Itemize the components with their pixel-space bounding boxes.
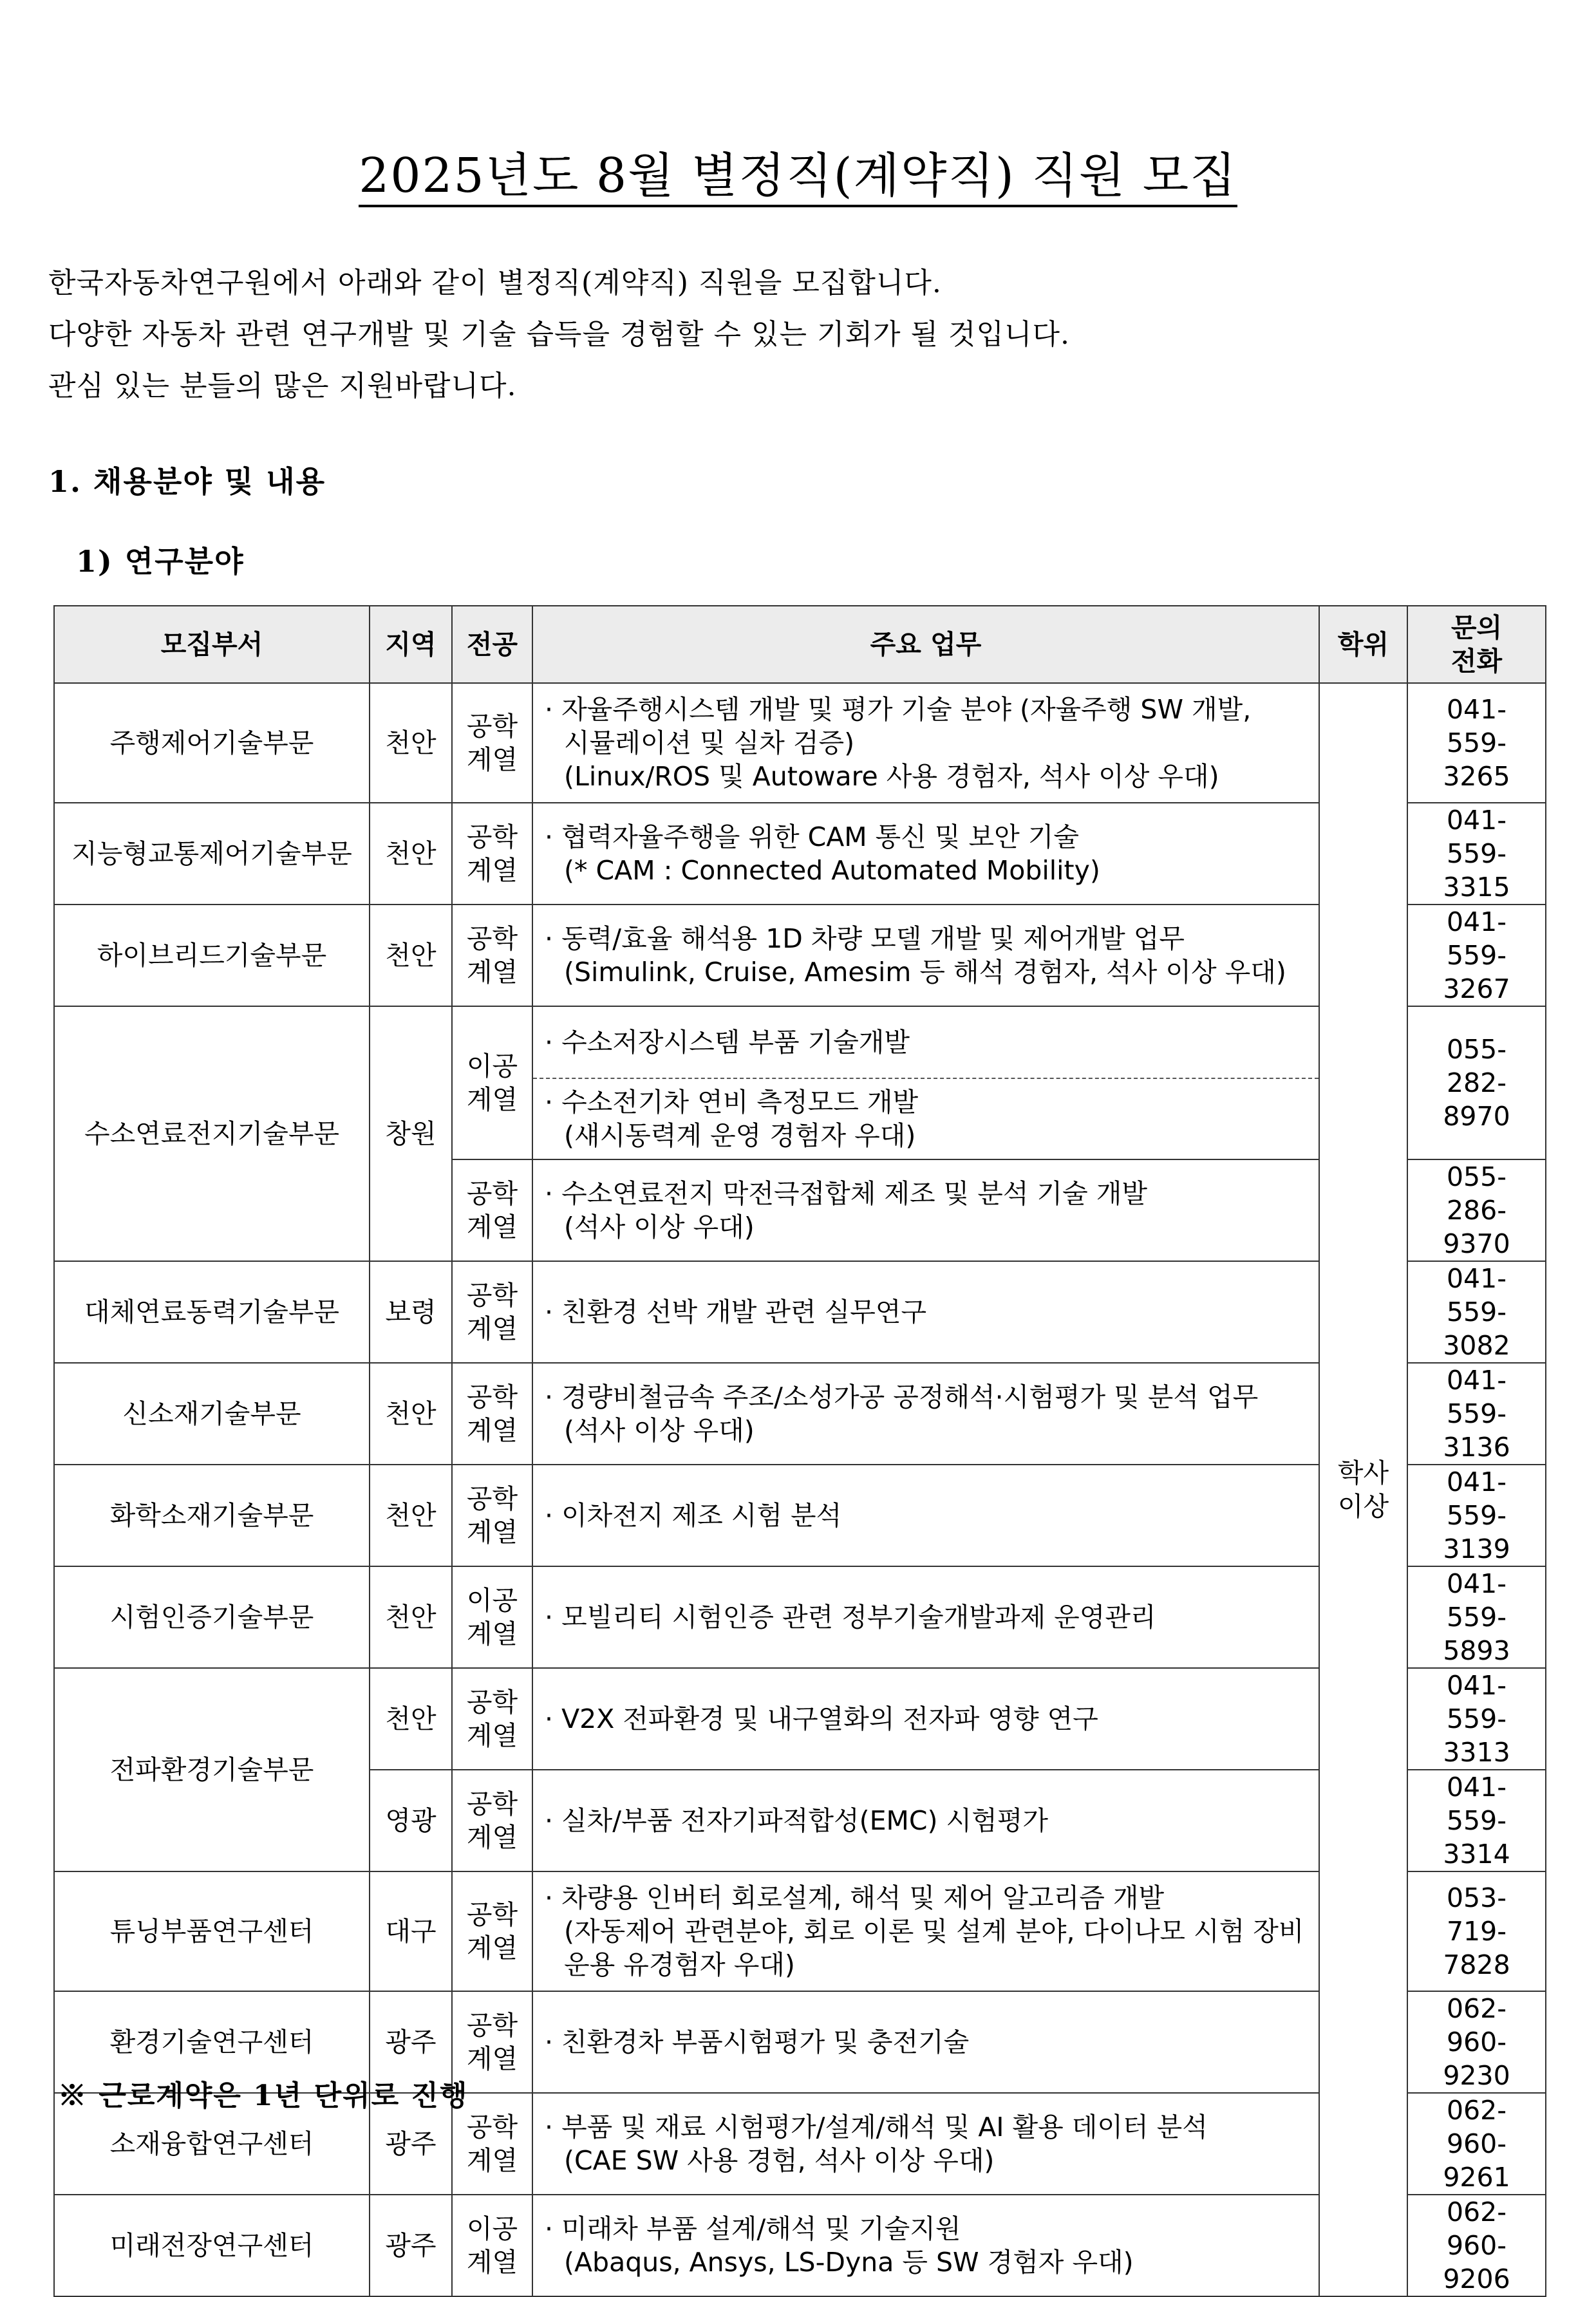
major-cell bbox=[452, 1566, 532, 1668]
major-line1: 이공 bbox=[466, 2213, 518, 2244]
header-contact-line1: 문의 bbox=[1450, 612, 1503, 643]
phone-line2: 559-3314 bbox=[1443, 1805, 1510, 1870]
task-line: · 실차/부품 전자기파적합성(EMC) 시험평가 bbox=[545, 1804, 1307, 1837]
major-cell bbox=[452, 1871, 532, 1991]
task-line: · 모빌리티 시험인증 관련 정부기술개발과제 운영관리 bbox=[545, 1600, 1307, 1634]
region-cell: 보령 bbox=[370, 1261, 452, 1363]
intro-line-3: 관심 있는 분들의 많은 지원바랍니다. bbox=[48, 370, 517, 402]
major-line1: 이공 bbox=[466, 1051, 518, 1082]
task-cell bbox=[532, 1770, 1319, 1871]
region-cell: 광주 bbox=[370, 1991, 452, 2093]
task-cell bbox=[532, 2093, 1319, 2195]
dept-cell: 신소재기술부문 bbox=[54, 1363, 370, 1465]
major-line2: 계열 bbox=[466, 1517, 518, 1548]
task-line: · 친환경 선박 개발 관련 실무연구 bbox=[545, 1295, 1307, 1329]
recruitment-table bbox=[53, 605, 1546, 2297]
major-line2: 계열 bbox=[466, 1084, 518, 1115]
dept-cell: 하이브리드기술부문 bbox=[54, 905, 370, 1006]
section-heading: 1. 채용분야 및 내용 bbox=[48, 464, 326, 499]
major-line1: 공학 bbox=[466, 821, 518, 852]
task-cell bbox=[532, 1566, 1319, 1668]
dept-cell: 시험인증기술부문 bbox=[54, 1566, 370, 1668]
phone-line2: 559-3267 bbox=[1443, 940, 1510, 1004]
task-line: (석사 이상 우대) bbox=[564, 1415, 755, 1446]
major-line1: 공학 bbox=[466, 1788, 518, 1819]
major-line2: 계열 bbox=[466, 1212, 518, 1242]
major-line2: 계열 bbox=[466, 2145, 518, 2176]
task-line: · 자율주행시스템 개발 및 평가 기술 분야 (자율주행 SW 개발, bbox=[545, 693, 1307, 726]
page-title bbox=[0, 147, 1596, 205]
task-line: · 동력/효율 해석용 1D 차량 모델 개발 및 제어개발 업무 bbox=[545, 922, 1307, 955]
header-region: 지역 bbox=[370, 606, 452, 683]
task-line: · 수소연료전지 막전극접합체 제조 및 분석 기술 개발 bbox=[545, 1177, 1307, 1210]
task-line: (Simulink, Cruise, Amesim 등 해석 경험자, 석사 이상 우대) bbox=[564, 957, 1286, 988]
page-title-text: 2025년도 8월 별정직(계약직) 직원 모집 bbox=[359, 148, 1237, 207]
region-cell: 천안 bbox=[370, 683, 452, 803]
major-cell bbox=[452, 1770, 532, 1871]
task-line: (CAE SW 사용 경험, 석사 이상 우대) bbox=[564, 2145, 995, 2176]
header-degree: 학위 bbox=[1319, 606, 1407, 683]
task-line: · 협력자율주행을 위한 CAM 통신 및 보안 기술 bbox=[545, 820, 1307, 854]
phone-line2: 559-3136 bbox=[1443, 1398, 1510, 1463]
major-cell bbox=[452, 2195, 532, 2296]
region-cell: 광주 bbox=[370, 2195, 452, 2296]
phone-cell bbox=[1407, 1261, 1546, 1363]
task-cell bbox=[532, 2195, 1319, 2296]
task-line: · 부품 및 재료 시험평가/설계/해석 및 AI 활용 데이터 분석 bbox=[545, 2110, 1307, 2144]
task-line: (자동제어 관련분야, 회로 이론 및 설계 분야, 다이나모 시험 장비 bbox=[564, 1916, 1304, 1947]
dept-cell: 대체연료동력기술부문 bbox=[54, 1261, 370, 1363]
phone-line1: 041- bbox=[1446, 1263, 1507, 1294]
phone-line1: 041- bbox=[1446, 1568, 1507, 1599]
major-line2: 계열 bbox=[466, 1313, 518, 1344]
major-line2: 계열 bbox=[466, 744, 518, 775]
phone-line1: 041- bbox=[1446, 906, 1507, 937]
degree-cell bbox=[1319, 683, 1407, 2296]
major-line2: 계열 bbox=[466, 2247, 518, 2278]
region-cell: 영광 bbox=[370, 1770, 452, 1871]
region-cell: 대구 bbox=[370, 1871, 452, 1991]
major-line1: 공학 bbox=[466, 923, 518, 954]
phone-line1: 041- bbox=[1446, 1365, 1507, 1396]
region-cell: 천안 bbox=[370, 1465, 452, 1566]
region-cell: 천안 bbox=[370, 1668, 452, 1770]
major-cell bbox=[452, 683, 532, 803]
task-line: (석사 이상 우대) bbox=[564, 1212, 755, 1242]
major-line2: 계열 bbox=[466, 1822, 518, 1853]
task-line: · 친환경차 부품시험평가 및 충전기술 bbox=[545, 2025, 1307, 2059]
dept-cell: 환경기술연구센터 bbox=[54, 1991, 370, 2093]
phone-cell bbox=[1407, 1991, 1546, 2093]
task-line: 운용 유경험자 우대) bbox=[564, 1949, 795, 1980]
major-cell bbox=[452, 1363, 532, 1465]
phone-line2: 559-3082 bbox=[1443, 1297, 1510, 1361]
intro-line-2: 다양한 자동차 관련 연구개발 및 기술 습득을 경험할 수 있는 기회가 될 것입니다. bbox=[48, 318, 1070, 351]
task-line: · 수소저장시스템 부품 기술개발 bbox=[545, 1026, 1307, 1059]
phone-line1: 062- bbox=[1446, 2095, 1507, 2126]
task-cell bbox=[532, 1261, 1319, 1363]
phone-cell bbox=[1407, 905, 1546, 1006]
task-line: · V2X 전파환경 및 내구열화의 전자파 영향 연구 bbox=[545, 1702, 1307, 1736]
phone-line1: 062- bbox=[1446, 2197, 1507, 2227]
phone-line2: 960-9230 bbox=[1443, 2027, 1510, 2091]
major-line2: 계열 bbox=[466, 1720, 518, 1751]
major-line2: 계열 bbox=[466, 1618, 518, 1649]
region-cell: 천안 bbox=[370, 1566, 452, 1668]
major-cell bbox=[452, 803, 532, 905]
dept-cell: 주행제어기술부문 bbox=[54, 683, 370, 803]
major-line1: 공학 bbox=[466, 2010, 518, 2041]
header-major: 전공 bbox=[452, 606, 532, 683]
dept-cell: 지능형교통제어기술부문 bbox=[54, 803, 370, 905]
phone-cell bbox=[1407, 1871, 1546, 1991]
task-line: (Linux/ROS 및 Autoware 사용 경험자, 석사 이상 우대) bbox=[564, 761, 1219, 792]
task-cell bbox=[532, 1871, 1319, 1991]
major-line1: 공학 bbox=[466, 1178, 518, 1209]
region-cell: 천안 bbox=[370, 803, 452, 905]
task-cell bbox=[532, 905, 1319, 1006]
phone-line2: 719-7828 bbox=[1443, 1916, 1510, 1980]
phone-line2: 960-9206 bbox=[1443, 2230, 1510, 2294]
major-line1: 공학 bbox=[466, 1483, 518, 1514]
degree-line2: 이상 bbox=[1337, 1491, 1389, 1522]
phone-line1: 041- bbox=[1446, 1467, 1507, 1497]
phone-line2: 559-5893 bbox=[1443, 1602, 1510, 1666]
phone-line1: 062- bbox=[1446, 1993, 1507, 2024]
phone-cell bbox=[1407, 803, 1546, 905]
phone-line2: 559-3313 bbox=[1443, 1703, 1510, 1768]
table-row bbox=[54, 683, 1546, 803]
task-line: (* CAM : Connected Automated Mobility) bbox=[564, 855, 1100, 886]
phone-cell bbox=[1407, 1668, 1546, 1770]
task-line: (Abaqus, Ansys, LS-Dyna 등 SW 경험자 우대) bbox=[564, 2247, 1134, 2278]
task-cell bbox=[532, 1159, 1319, 1261]
region-cell: 광주 bbox=[370, 2093, 452, 2195]
region-cell: 천안 bbox=[370, 1363, 452, 1465]
phone-line2: 286-9370 bbox=[1443, 1195, 1510, 1259]
task-cell bbox=[532, 1078, 1319, 1159]
phone-cell bbox=[1407, 683, 1546, 803]
phone-cell bbox=[1407, 1363, 1546, 1465]
phone-line2: 559-3315 bbox=[1443, 838, 1510, 903]
major-line1: 공학 bbox=[466, 1382, 518, 1412]
dept-cell: 화학소재기술부문 bbox=[54, 1465, 370, 1566]
task-line: (섀시동력계 운영 경험자 우대) bbox=[564, 1120, 916, 1151]
task-line: 시뮬레이션 및 실차 검증) bbox=[564, 727, 855, 758]
degree-line1: 학사 bbox=[1337, 1458, 1389, 1488]
table-header-row bbox=[54, 606, 1546, 683]
task-cell bbox=[532, 1006, 1319, 1078]
major-line1: 공학 bbox=[466, 1899, 518, 1930]
task-cell bbox=[532, 803, 1319, 905]
major-line1: 공학 bbox=[466, 711, 518, 742]
phone-cell bbox=[1407, 1006, 1546, 1159]
major-line2: 계열 bbox=[466, 855, 518, 886]
major-cell bbox=[452, 1465, 532, 1566]
phone-cell bbox=[1407, 1159, 1546, 1261]
major-cell bbox=[452, 1159, 532, 1261]
phone-line2: 282-8970 bbox=[1443, 1067, 1510, 1132]
phone-cell bbox=[1407, 2093, 1546, 2195]
major-line2: 계열 bbox=[466, 1933, 518, 1964]
region-cell: 천안 bbox=[370, 905, 452, 1006]
phone-line1: 055- bbox=[1446, 1161, 1507, 1192]
major-cell bbox=[452, 1006, 532, 1159]
task-cell bbox=[532, 683, 1319, 803]
major-line1: 공학 bbox=[466, 1687, 518, 1718]
phone-line2: 559-3139 bbox=[1443, 1500, 1510, 1564]
major-cell bbox=[452, 1668, 532, 1770]
major-line2: 계열 bbox=[466, 2043, 518, 2074]
major-line1: 이공 bbox=[466, 1585, 518, 1616]
task-line: · 수소전기차 연비 측정모드 개발 bbox=[545, 1085, 1307, 1119]
dept-cell: 전파환경기술부문 bbox=[54, 1668, 370, 1871]
task-line: · 경량비철금속 주조/소성가공 공정해석·시험평가 및 분석 업무 bbox=[545, 1380, 1307, 1414]
major-line1: 공학 bbox=[466, 2112, 518, 2142]
major-line2: 계열 bbox=[466, 957, 518, 988]
intro-line-1: 한국자동차연구원에서 아래와 같이 별정직(계약직) 직원을 모집합니다. bbox=[48, 267, 942, 299]
dept-cell: 미래전장연구센터 bbox=[54, 2195, 370, 2296]
major-line2: 계열 bbox=[466, 1415, 518, 1446]
header-contact bbox=[1407, 606, 1546, 683]
dept-cell: 튜닝부품연구센터 bbox=[54, 1871, 370, 1991]
footnote: ※ 근로계약은 1년 단위로 진행 bbox=[58, 2079, 469, 2112]
phone-cell bbox=[1407, 1465, 1546, 1566]
phone-line1: 053- bbox=[1446, 1882, 1507, 1913]
task-cell bbox=[532, 1668, 1319, 1770]
task-line: · 이차전지 제조 시험 분석 bbox=[545, 1499, 1307, 1532]
task-line: · 미래차 부품 설계/해석 및 기술지원 bbox=[545, 2212, 1307, 2245]
phone-cell bbox=[1407, 2195, 1546, 2296]
header-dept: 모집부서 bbox=[54, 606, 370, 683]
phone-cell bbox=[1407, 1566, 1546, 1668]
phone-line1: 041- bbox=[1446, 1670, 1507, 1701]
phone-cell bbox=[1407, 1770, 1546, 1871]
major-cell bbox=[452, 1261, 532, 1363]
phone-line2: 960-9261 bbox=[1443, 2128, 1510, 2193]
phone-line1: 055- bbox=[1446, 1034, 1507, 1065]
task-cell bbox=[532, 1465, 1319, 1566]
dept-cell: 소재융합연구센터 bbox=[54, 2093, 370, 2195]
phone-line1: 041- bbox=[1446, 1772, 1507, 1803]
major-cell bbox=[452, 905, 532, 1006]
subsection-heading: 1) 연구분야 bbox=[76, 544, 245, 579]
header-contact-line2: 전화 bbox=[1450, 646, 1503, 677]
phone-line1: 041- bbox=[1446, 805, 1507, 836]
header-task: 주요 업무 bbox=[532, 606, 1319, 683]
task-cell bbox=[532, 1363, 1319, 1465]
dept-cell: 수소연료전지기술부문 bbox=[54, 1006, 370, 1261]
phone-line1: 041- bbox=[1446, 694, 1507, 725]
region-cell: 창원 bbox=[370, 1006, 452, 1261]
phone-line2: 559-3265 bbox=[1443, 727, 1510, 792]
task-cell bbox=[532, 1991, 1319, 2093]
task-line: · 차량용 인버터 회로설계, 해석 및 제어 알고리즘 개발 bbox=[545, 1881, 1307, 1915]
major-line1: 공학 bbox=[466, 1280, 518, 1311]
